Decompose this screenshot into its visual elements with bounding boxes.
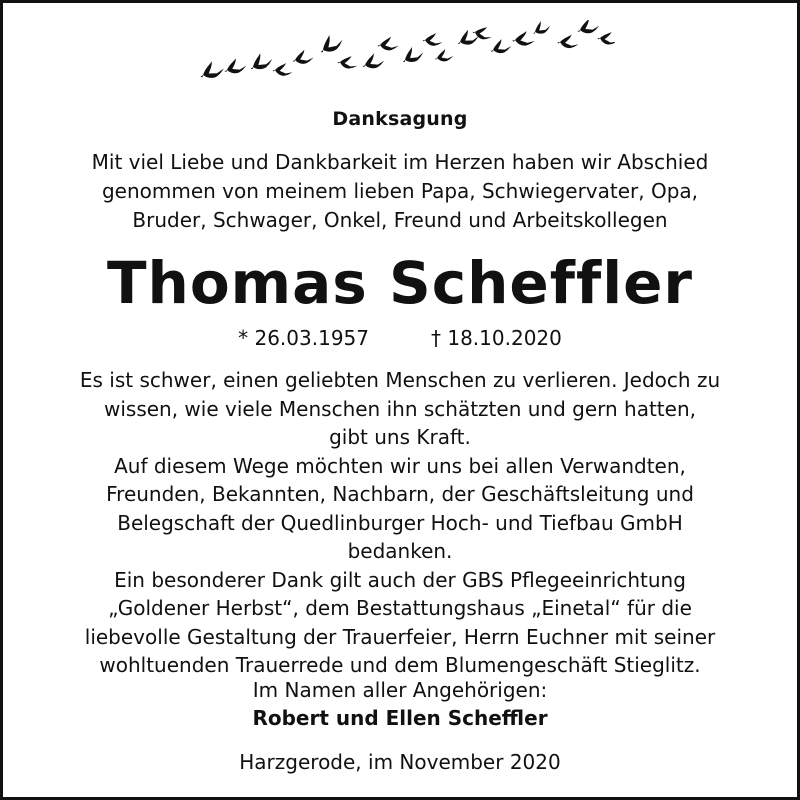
bird-icon (434, 48, 454, 62)
life-dates (20, 326, 780, 350)
notice-heading: Danksagung (332, 108, 468, 130)
bird-icon (512, 30, 536, 47)
thanks-text (20, 366, 780, 680)
bird-icon (377, 35, 399, 51)
signature-names: Robert und Ellen Scheffler (252, 706, 548, 730)
thanks-line: „Goldener Herbst“, dem Bestattungshaus „Einetal“ für die (108, 596, 692, 620)
signature-intro: Im Namen aller Angehörigen: (252, 678, 548, 702)
thanks-line: Ein besonderer Dank gilt auch der GBS Pflegeeinrichtung (114, 567, 686, 592)
thanks-line: liebevolle Gestaltung der Trauerfeier, Herrn Euchner mit seiner (84, 624, 716, 649)
thanks-line: bedanken. (347, 539, 453, 563)
thanks-line: wissen, wie viele Menschen ihn schätzten und gern hatten, (103, 396, 696, 421)
thanks-line: Belegschaft der Quedlinburger Hoch- und Tiefbau GmbH (117, 510, 683, 535)
bird-icon (197, 59, 225, 81)
bird-icon (292, 49, 314, 65)
bird-icon (455, 27, 481, 47)
bird-icon (316, 31, 346, 56)
birth-date: * 26.03.1957 (238, 326, 369, 350)
thanks-line: gibt uns Kraft. (329, 425, 471, 449)
bird-icon (247, 50, 275, 73)
intro-line: Mit viel Liebe und Dankbarkeit im Herzen haben wir Abschied (91, 150, 709, 174)
place-date: Harzgerode, im November 2020 (239, 750, 561, 774)
bird-icon (337, 53, 360, 71)
bird-icon (422, 31, 444, 47)
bird-icon (399, 44, 425, 66)
thanks-line: Freunden, Bekannten, Nachbarn, der Geschäftsleitung und (106, 482, 694, 506)
bird-icon (361, 52, 386, 70)
deceased-name: Thomas Scheffler (106, 249, 694, 317)
bird-icon (597, 29, 615, 47)
intro-line: genommen von meinem lieben Papa, Schwiegervater, Opa, (101, 179, 699, 203)
intro-text (20, 148, 780, 235)
bird-icon (557, 32, 580, 49)
bird-icon (530, 20, 552, 37)
thanks-line: wohltuenden Trauerrede und dem Blumengeschäft Stieglitz. (99, 653, 701, 677)
death-date: † 18.10.2020 (431, 326, 562, 350)
flying-birds-icon (175, 20, 615, 95)
thanks-line: Auf diesem Wege möchten wir uns bei allen Verwandten, (114, 453, 686, 478)
bird-icon (489, 38, 512, 55)
bird-icon (272, 61, 294, 77)
bird-icon (223, 57, 248, 75)
intro-line: Bruder, Schwager, Onkel, Freund und Arbeitskollegen (132, 208, 668, 232)
thanks-line: Es ist schwer, einen geliebten Menschen zu verlieren. Jedoch zu (79, 368, 721, 392)
bird-icon (576, 20, 601, 35)
